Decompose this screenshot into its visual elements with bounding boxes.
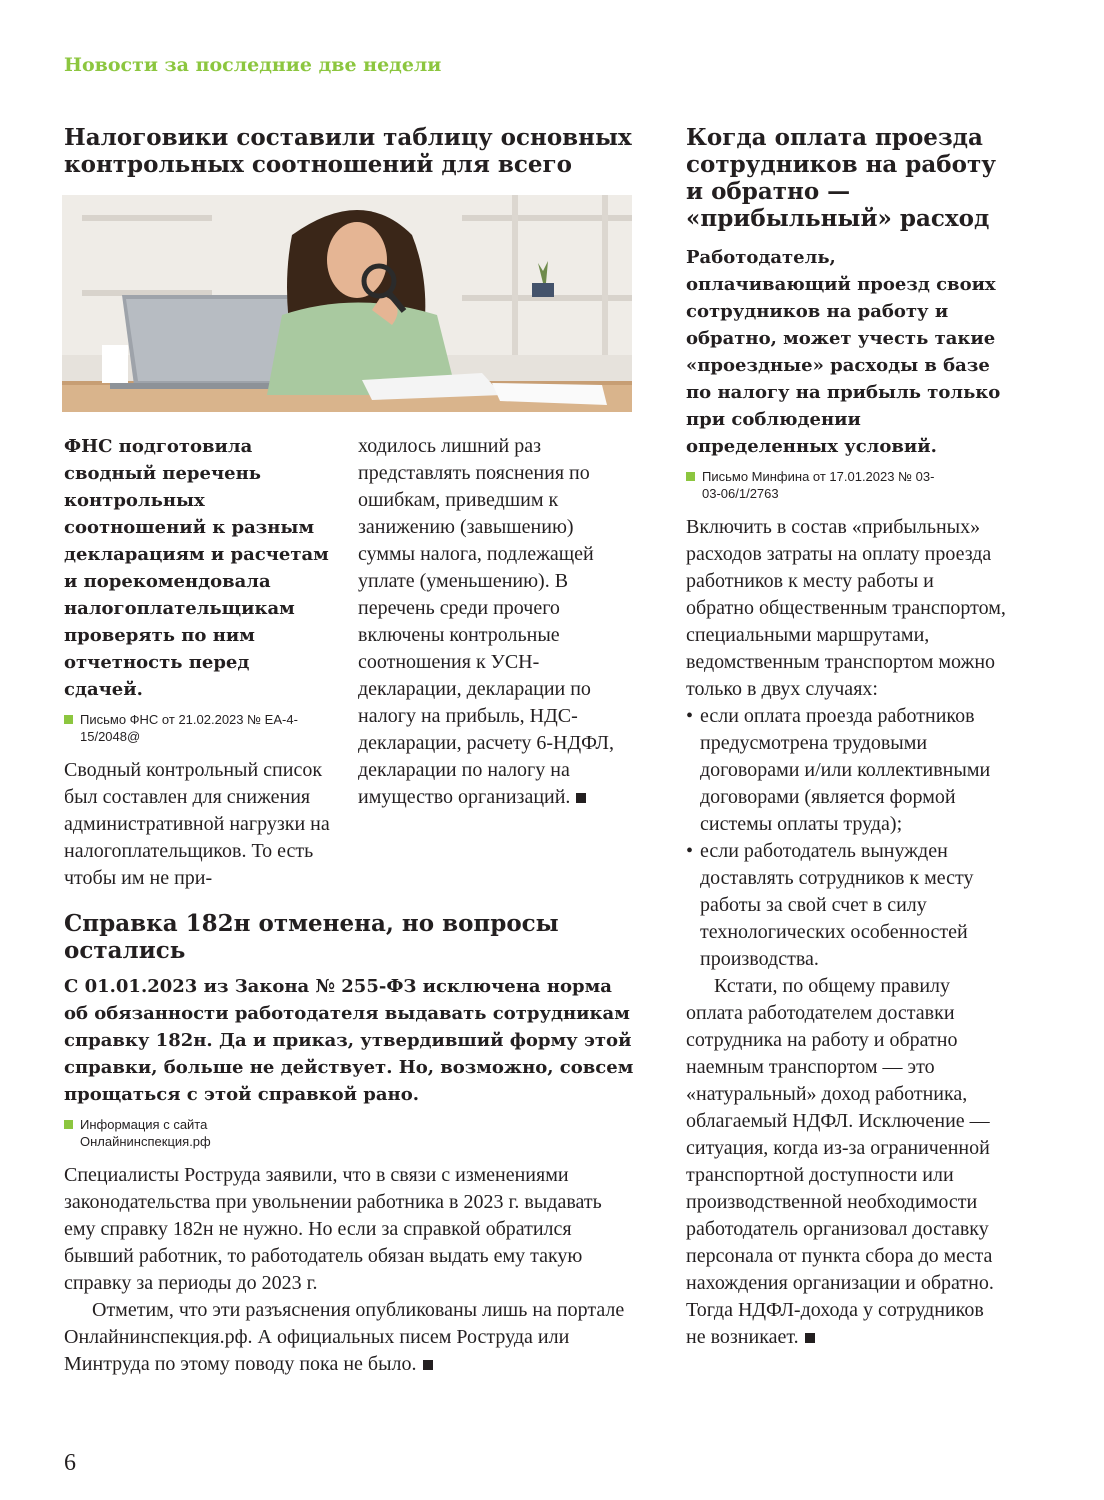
article1-lead: ФНС подготовила сводный перечень контрольных соотношений к разным декларациям и расчетам и порекомендовала налогоплательщикам проверять по ним отчетность перед сдачей. xyxy=(64,436,329,700)
end-mark-icon xyxy=(805,1333,815,1343)
article1-photo xyxy=(62,195,632,412)
article3-reference: Письмо Минфина от 17.01.2023 № 03-03-06/1/2763 xyxy=(686,468,1006,502)
bullet-dot-icon: • xyxy=(686,705,694,727)
list-item: • если оплата проезда работников предусмотрена трудовыми договорами и/или коллективными договорами (является формой системы оплаты труда); xyxy=(686,705,991,835)
article3-bullet-list xyxy=(686,703,1006,973)
article3-para2: Кстати, по общему правилу оплата работодателем доставки сотрудника на работу и обратно наемным транспортом — это «натуральный» доход работника, облагаемый НДФЛ. Исключение — ситуация, когда из-за ограниченной транспортной доступности или производственной необходимости работодатель организовал доставку персонала от пункта сбора до места нахождения организации и обратно. Тогда НДФЛ-дохода у сотрудников не возникает. xyxy=(686,975,994,1348)
bullet-square-icon xyxy=(64,715,73,724)
bullet-dot-icon: • xyxy=(686,840,694,862)
section-label: Новости за последние две недели xyxy=(64,54,442,76)
article2-para2: Отметим, что эти разъяснения опубликованы лишь на портале Онлайнинспекция.рф. А официальных писем Роструда или Минтруда по этому поводу пока не было. xyxy=(64,1299,625,1375)
bullet-square-icon xyxy=(686,472,695,481)
end-mark-icon xyxy=(423,1360,433,1370)
article2-lead: С 01.01.2023 из Закона № 255-ФЗ исключена норма об обязанности работодателя выдавать сотрудникам справку 182н. Да и приказ, утвердивший форму этой справки, больше не действует. Но, возможно, совсем прощаться с этой справкой рано. xyxy=(64,976,634,1105)
article1-body-col1: Сводный контрольный список был составлен для снижения административной нагрузки на налогоплательщиков. То есть чтобы им не при- xyxy=(64,759,330,889)
article3-para1: Включить в состав «прибыльных» расходов затраты на оплату проезда работников к месту работы и обратно общественным транспортом, специальными маршрутами, ведомственным транспортом можно только в двух случаях: xyxy=(686,516,1006,700)
page-number: 6 xyxy=(64,1450,76,1476)
woman-magnifier-illustration xyxy=(62,195,632,412)
article3-lead: Работодатель, оплачивающий проезд своих сотрудников на работу и обратно, может учесть такие «проездные» расходы в базе по налогу на прибыль только при соблюдении определенных условий. xyxy=(686,247,1001,457)
article1-body-col2: ходилось лишний раз представлять пояснения по ошибкам, приведшим к занижению (завышению) суммы налога, подлежащей уплате (уменьшению). В перечень среди прочего включены контрольные соотношения к УСН-декларации, декларации по налогу на прибыль, НДС-декларации, расчету 6-НДФЛ, декларации по налогу на имущество организаций. xyxy=(358,435,614,808)
list-item: • если работодатель вынужден доставлять сотрудников к месту работы за свой счет в силу технологических особенностей производства. xyxy=(686,840,974,970)
article2-para1: Специалисты Роструда заявили, что в связи с изменениями законодательства при увольнении работника в 2023 г. выдавать ему справку 182н не нужно. Но если за справкой обратился бывший работник, то работодатель обязан выдать ему такую справку за периоды до 2023 г. xyxy=(64,1164,602,1294)
article2-title: Справка 182н отменена, но вопросы остались xyxy=(64,910,559,964)
end-mark-icon xyxy=(576,793,586,803)
article2-reference: Информация с сайта Онлайнинспекция.рф xyxy=(64,1116,634,1150)
article1-title: Налоговики составили таблицу основных контрольных соотношений для всего xyxy=(64,124,632,178)
bullet-square-icon xyxy=(64,1120,73,1129)
article1-reference: Письмо ФНС от 21.02.2023 № ЕА-4-15/2048@ xyxy=(64,711,334,745)
article3-title: Когда оплата проезда сотрудников на работу и обратно — «прибыльный» расход xyxy=(686,124,996,232)
